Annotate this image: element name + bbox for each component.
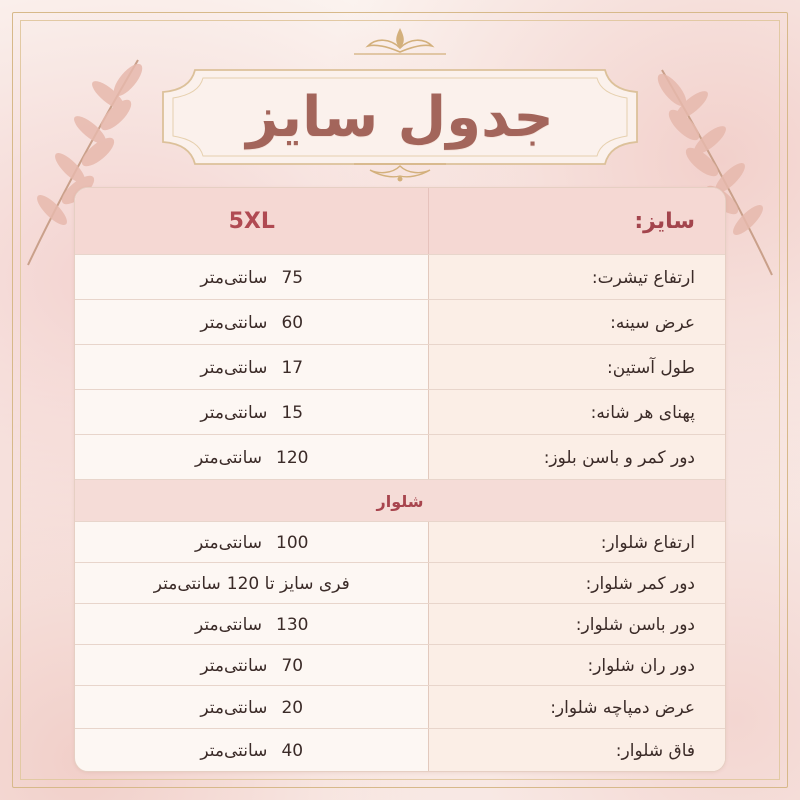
- table-row: [75, 434, 725, 480]
- row-label: عرض دمپاچه شلوار:: [429, 686, 725, 729]
- table-row: [75, 644, 725, 686]
- row-unit: سانتی‌متر: [194, 447, 263, 468]
- row-unit: سانتی‌متر: [153, 573, 221, 594]
- table-row: [75, 389, 725, 435]
- top-ornament-icon: [350, 24, 450, 58]
- row-label: فاق شلوار:: [429, 729, 725, 772]
- row-value: 15: [281, 402, 304, 423]
- row-label: ارتفاع شلوار:: [429, 522, 725, 563]
- table-row: [75, 562, 725, 604]
- row-value: 100: [276, 532, 309, 553]
- table-row: [75, 521, 725, 563]
- row-label: دور باسن شلوار:: [429, 604, 725, 645]
- row-value: 60: [281, 312, 304, 333]
- row-label: ارتفاع تیشرت:: [429, 255, 725, 300]
- row-label: دور کمر و باسن بلوز:: [429, 435, 725, 480]
- table-row: [75, 299, 725, 345]
- row-label: طول آستین:: [429, 345, 725, 390]
- size-table: [74, 187, 726, 772]
- row-unit: سانتی‌متر: [200, 267, 268, 288]
- row-label: دور کمر شلوار:: [429, 563, 725, 604]
- row-label: عرض سینه:: [429, 300, 725, 345]
- title-plaque: [155, 62, 645, 172]
- row-value: 20: [281, 697, 304, 718]
- row-unit: سانتی‌متر: [194, 532, 263, 553]
- row-unit: سانتی‌متر: [200, 312, 268, 333]
- row-value: 120: [276, 447, 309, 468]
- size-label: سایز:: [429, 188, 725, 254]
- table-row: [75, 728, 725, 772]
- row-value: 75: [281, 267, 304, 288]
- row-unit: سانتی‌متر: [194, 614, 263, 635]
- table-row: [75, 344, 725, 390]
- row-value: 130: [276, 614, 309, 635]
- size-value: 5XL: [75, 188, 429, 254]
- row-unit: سانتی‌متر: [200, 655, 268, 676]
- table-row: [75, 254, 725, 300]
- row-label: دور ران شلوار:: [429, 645, 725, 686]
- row-value: 17: [281, 357, 304, 378]
- table-header-row: [75, 188, 725, 254]
- row-unit: سانتی‌متر: [200, 697, 268, 718]
- row-unit: سانتی‌متر: [200, 740, 268, 761]
- row-unit: سانتی‌متر: [200, 357, 268, 378]
- bottom-ornament-icon: [350, 160, 450, 184]
- page-title: جدول سایز: [246, 84, 554, 150]
- row-label: پهنای هر شانه:: [429, 390, 725, 435]
- row-value: 40: [281, 740, 304, 761]
- table-row: [75, 603, 725, 645]
- row-unit: سانتی‌متر: [200, 402, 268, 423]
- table-row: [75, 685, 725, 729]
- row-value: فری سایز تا 120: [226, 573, 350, 594]
- section-heading-pants: شلوار: [75, 479, 725, 522]
- row-value: 70: [281, 655, 304, 676]
